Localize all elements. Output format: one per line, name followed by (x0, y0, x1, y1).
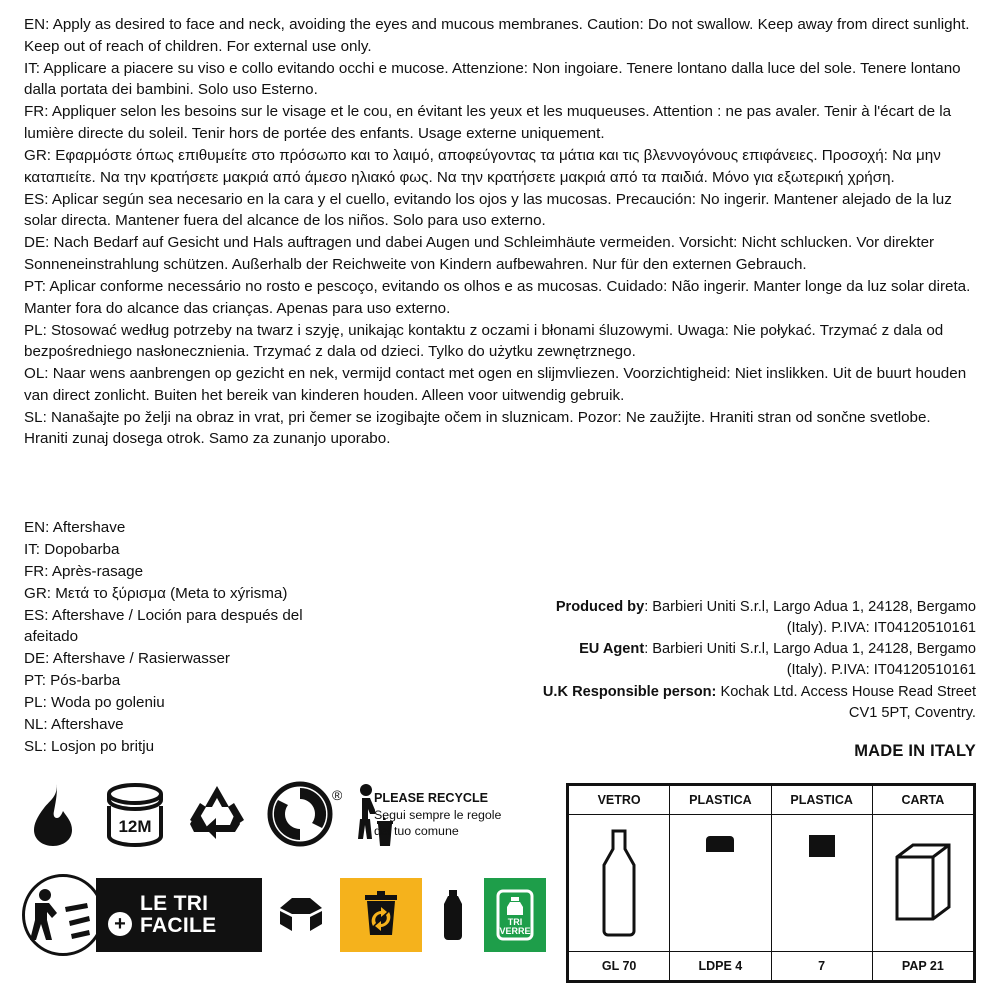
made-in-italy: MADE IN ITALY (854, 742, 976, 760)
product-name-gr: GR: Μετά το ξύρισμα (Meta to xýrisma) (24, 584, 288, 602)
code-pap21: PAP 21 (872, 952, 973, 981)
instruction-gr: GR: Εφαρμόστε όπως επιθυμείτε στο πρόσωπο και το λαιμό, αποφεύγοντας τα μάτια και τις βλεννογόνους επιφάνειες. Προσοχή: Να μην καταπιείτε. Να την κρατήσετε μακριά από άμεσο ηλιακό φως. Να την κρατήσετε μακριά από τα παιδιά. Μόνο για εξωτερική χρήση. (24, 146, 941, 186)
svg-text:VERRE: VERRE (499, 926, 531, 936)
please-recycle-title: PLEASE RECYCLE (374, 791, 489, 805)
le-tri-facile-bar (22, 874, 546, 956)
produced-by-label: Produced by (555, 599, 645, 615)
header-carta: CARTA (872, 786, 973, 815)
header-plastica-1: PLASTICA (670, 786, 771, 815)
product-name-fr: FR: Après-rasage (24, 562, 144, 580)
eu-agent-value: : Barbieri Uniti S.r.l, Largo Adua 1, 24128, Bergamo (Italy). P.IVA: IT04120510161 (644, 641, 976, 679)
materials-table (566, 783, 976, 983)
instruction-en: EN: Apply as desired to face and neck, avoiding the eyes and mucous membranes. Caution: Do not swallow. Keep away from direct sunlight. Keep out of reach of children. For external use only. (24, 16, 970, 55)
tri-title-line1: LE TRI (140, 891, 209, 915)
table-code-row (569, 952, 974, 981)
mobius-loop-recycle-icon (184, 780, 250, 848)
tri-title-line2: FACILE (140, 914, 217, 937)
instruction-pl: PL: Stosować według potrzeby na twarz i szyję, unikając kontaktu z oczami i błonami śluzowymi. Uwaga: Nie połykać. Trzymać z dala od bezpośredniego nasłonecznienia. Trzymać z dala od dzieci. Tylko do użytku zewnętrznego. (24, 321, 944, 361)
instruction-it: IT: Applicare a piacere su viso e collo evitando occhi e mucose. Attenzione: Non ingoiare. Tenere lontano dalla luce del sole. Tenere lontano dalla portata dei bambini. Solo uso Esterno. (24, 59, 961, 99)
cardboard-box-icon (262, 878, 340, 952)
product-name-sl: SL: Losjon po britju (24, 737, 155, 755)
period-after-opening-icon (102, 780, 168, 848)
produced-by-row (536, 597, 976, 639)
triman-icon (22, 874, 104, 956)
product-name-pt: PT: Pós-barba (24, 672, 121, 690)
product-name-es: ES: Aftershave / Loción para después del afeitado (24, 606, 303, 646)
eu-agent-label: EU Agent (579, 641, 645, 658)
tri-title-segment (96, 878, 262, 952)
glass-bottle-icon (569, 815, 670, 952)
please-recycle-line2: del tuo comune (374, 823, 459, 838)
eu-agent-row (536, 639, 976, 681)
header-plastica-2: PLASTICA (771, 786, 872, 815)
product-name-en: EN: Aftershave (24, 519, 126, 536)
plus-badge: + (108, 912, 132, 936)
uk-person-label: U.K Responsible person: (542, 683, 717, 700)
product-name-it: IT: Dopobarba (24, 540, 120, 558)
instruction-es: ES: Aplicar según sea necesario en la cara y el cuello, evitando los ojos y las mucosas. Precaución: No ingerir. Mantener alejado de la luz solar directa. Mantener fuera del alcance de los niños. Solo para uso externo. (24, 190, 952, 230)
table-icon-row (569, 815, 974, 952)
product-name-de: DE: Aftershave / Rasierwasser (24, 650, 230, 668)
code-7: 7 (771, 952, 872, 981)
product-name-nl: NL: Aftershave (24, 716, 124, 734)
product-name-list (24, 517, 354, 758)
product-name-pl: PL: Woda po goleniu (24, 694, 165, 712)
code-ldpe4: LDPE 4 (670, 952, 771, 981)
small-plastic-cap-icon (670, 815, 771, 952)
instruction-sl: SL: Nanašajte po želji na obraz in vrat, pri čemer se izogibajte očem in sluznicam. Pozor: Ne zaužijte. Hraniti stran od sončne svetlobe. Hraniti zunaj dosega otrok. Samo za zunanjo uporabo. (24, 408, 931, 448)
header-vetro: VETRO (569, 786, 670, 815)
please-recycle-text (374, 790, 534, 839)
instruction-ol: OL: Naar wens aanbrengen op gezicht en nek, vermijd contact met ogen en slijmvliezen. Voorzichtigheid: Niet inslikken. Uit de buurt houden van direct zonlicht. Buiten het bereik van kinderen houden. Alleen voor uitwendig gebruik. (24, 365, 967, 404)
flame-icon (22, 780, 84, 848)
uk-person-value: Kochak Ltd. Access House Read Street CV1 5PT, Coventry. (716, 683, 976, 721)
yellow-bin-icon (340, 878, 422, 952)
instruction-pt: PT: Aplicar conforme necessário no rosto e pescoço, evitando os olhos e as mucosas. Cuidado: Não ingerir. Manter longe da luz solar direta. Manter fora do alcance das crianças. Apenas para uso externo. (24, 277, 971, 317)
produced-by-value: : Barbieri Uniti S.r.l, Largo Adua 1, 24128, Bergamo (Italy). P.IVA: IT04120510161 (644, 599, 976, 637)
plastic-square-icon (771, 815, 872, 952)
svg-text:TRI: TRI (507, 917, 523, 927)
table-header-row (569, 786, 974, 815)
tri-strip (96, 878, 546, 952)
green-dot-icon (266, 780, 342, 848)
tri-verre-icon (484, 878, 546, 952)
instruction-fr: FR: Appliquer selon les besoins sur le visage et le cou, en évitant les yeux et les muqueuses. Attention : ne pas avaler. Tenir à l'écart de la lumière directe du soleil. Tenir hors de portée des enfants. Usage externe uniquement. (24, 103, 952, 142)
instruction-de: DE: Nach Bedarf auf Gesicht und Hals auftragen und dabei Augen und Schleimhäute vermeiden. Vorsicht: Nicht schlucken. Vor direkter Sonneneinstrahlung schützen. Außerhalb der Reichweite von Kindern aufbewahren. Nur für den externen Gebrauch. (24, 234, 935, 273)
code-gl70: GL 70 (569, 952, 670, 981)
svg-text:®: ® (332, 787, 342, 803)
please-recycle-line1: Segui sempre le regole (374, 807, 502, 822)
carton-box-icon (872, 815, 973, 952)
uk-person-row (536, 682, 976, 724)
plastic-bottle-icon (422, 878, 484, 952)
usage-instructions (24, 14, 976, 451)
svg-text:12M: 12M (118, 817, 152, 836)
producer-block (536, 597, 976, 724)
